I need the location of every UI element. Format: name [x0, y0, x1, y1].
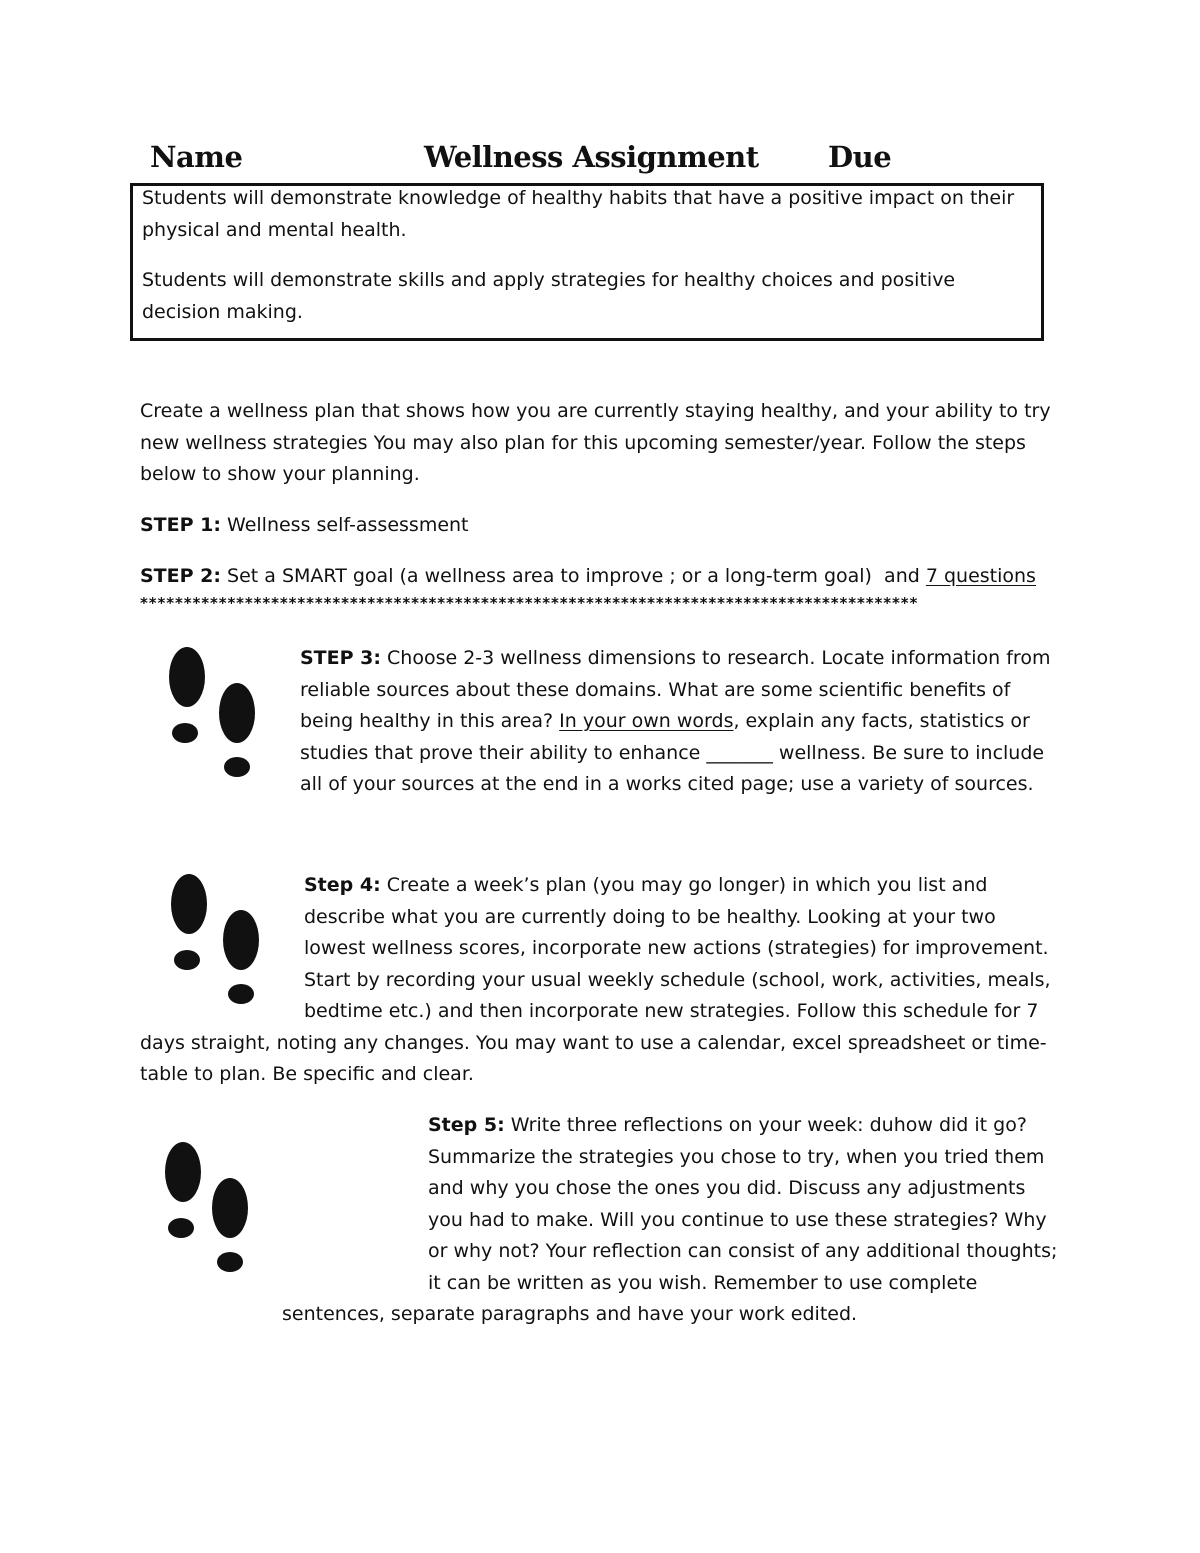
step-2-label: STEP 2: — [140, 565, 221, 587]
step-2 — [140, 561, 1080, 593]
step-4-text: Create a week’s plan (you may go longer) in which you list and describe what you are currently doing to be healthy. Looking at your two lowest wellness scores, incorporate new actions (strategies) for improvement. Start by recording your usual weekly schedule (school, work, activities, meals, bedtime etc.) and then incorporate new strategies. Follow this schedule for 7 days straight, noting any changes. You may want to use a calendar, excel spreadsheet or time-table to plan. Be specific and clear. — [140, 874, 1051, 1085]
due-label: Due — [828, 140, 892, 174]
divider: ***************************************************************************************** — [140, 594, 919, 612]
step-3 — [300, 643, 1060, 801]
step-1-label: STEP 1: — [140, 514, 221, 536]
step-3-underline: In your own words — [559, 710, 734, 732]
step-5 — [282, 1110, 1062, 1331]
page-title: Wellness Assignment — [424, 140, 759, 174]
step-5-label: Step 5: — [428, 1114, 505, 1136]
intro-paragraph: Create a wellness plan that shows how you are currently staying healthy, and your ability to try new wellness strategies You may also plan for this upcoming semester/year. Follow the steps below to show your planning. — [140, 400, 1051, 485]
step-3-text-a: Choose 2-3 wellness dimensions to research. Locate information from reliable sources about these domains. What are some scientific benefits of being healthy in this area? — [300, 647, 1051, 732]
seven-questions-link[interactable]: 7 questions — [925, 565, 1036, 587]
step-3-text-b: , explain any facts, statistics or studies that prove their ability to enhance _______ wellness. Be sure to include all of your sources at the end in a works cited page; use a variety of sources. — [300, 710, 1045, 795]
step-1-text: Wellness self-assessment — [227, 514, 469, 536]
objective-2: Students will demonstrate skills and apply strategies for healthy choices and positive decision making. — [142, 269, 956, 323]
step-1 — [140, 510, 1060, 542]
step-3-label: STEP 3: — [300, 647, 381, 669]
step-2-text: Set a SMART goal (a wellness area to improve ; or a long-term goal) and — [227, 565, 926, 587]
step-5-text: Write three reflections on your week: duhow did it go? Summarize the strategies you chose to try, when you tried them and why you chose the ones you did. Discuss any adjustments you had to make. Will you continue to use these strategies? Why or why not? Your reflection can consist of any additional thoughts; it can be written as you wish. Remember to use complete sentences, separate paragraphs and have your work edited. — [282, 1114, 1058, 1325]
footprints-icon — [138, 1140, 268, 1280]
objectives — [142, 183, 1022, 328]
objective-1: Students will demonstrate knowledge of healthy habits that have a positive impact on their physical and mental health. — [142, 187, 1015, 241]
footprints-icon — [142, 645, 272, 785]
step-4-label: Step 4: — [304, 874, 381, 896]
step-4 — [140, 870, 1060, 1091]
name-label: Name — [150, 140, 243, 174]
